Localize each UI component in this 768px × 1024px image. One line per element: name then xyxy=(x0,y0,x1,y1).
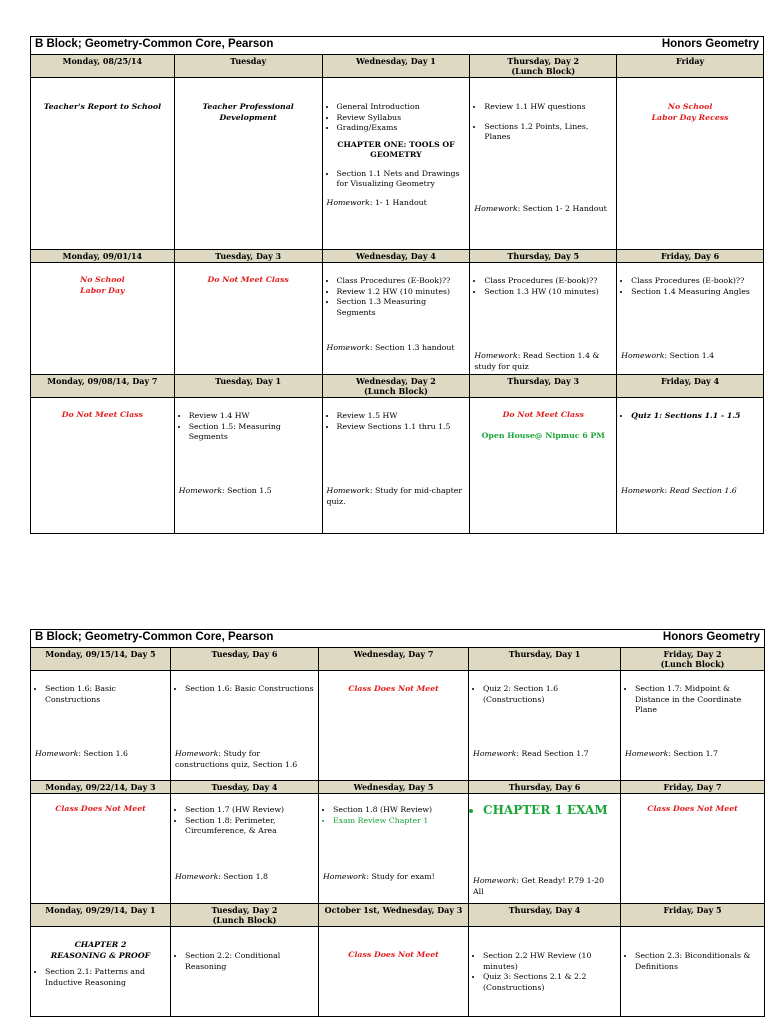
list-item: • Review 1.1 HW questions xyxy=(484,102,612,113)
homework-text: Section 1.6 xyxy=(83,749,128,758)
week-header-row xyxy=(31,55,764,78)
day-cell xyxy=(322,263,470,375)
day-cell xyxy=(469,927,621,1017)
day-header: Tuesday, Day 2 (Lunch Block) xyxy=(171,904,319,927)
homework-text: Read Section 1.4 & study for quiz xyxy=(474,351,600,371)
bullet-list xyxy=(327,169,466,190)
list-item: • Section 1.4 Measuring Angles xyxy=(631,287,759,298)
day-cell xyxy=(319,794,469,904)
day-cell xyxy=(470,398,617,534)
day-header: Wednesday, Day 2 (Lunch Block) xyxy=(322,375,470,398)
homework-text: Study for mid-chapter quiz. xyxy=(326,486,463,506)
list-item: • Quiz 3: Sections 2.1 & 2.2 (Constructions) xyxy=(483,972,616,993)
day-cell xyxy=(171,794,319,904)
list-item: • Quiz 2: Section 1.6 (Constructions) xyxy=(483,684,616,705)
homework: Homework: Section 1.6 xyxy=(35,749,128,758)
list-item: • Section 1.7 (HW Review) xyxy=(185,805,314,816)
homework-text: Section 1.5 xyxy=(227,486,272,495)
day-header: October 1st, Wednesday, Day 3 xyxy=(319,904,469,927)
homework-text: Get Ready! P.79 1-20 All xyxy=(473,876,605,896)
homework: Homework: Read Section 1.7 xyxy=(473,749,589,758)
week-header-row xyxy=(31,648,765,671)
homework-label: Homework xyxy=(323,872,367,881)
bullet-list xyxy=(35,967,166,988)
homework-text: Read Section 1.7 xyxy=(521,749,589,758)
homework-text: Section 1- 2 Handout xyxy=(522,204,607,213)
cell-text: Labor Day Recess xyxy=(651,112,729,122)
bullet-list xyxy=(473,951,616,993)
day-cell xyxy=(31,927,171,1017)
homework-label: Homework xyxy=(473,876,517,885)
homework-label: Homework xyxy=(474,351,518,360)
day-header: Monday, 08/25/14 xyxy=(31,55,175,78)
course-name: Honors Geometry xyxy=(469,630,765,648)
list-item: • Section 2.2 HW Review (10 minutes) xyxy=(483,951,616,972)
day-cell xyxy=(319,927,469,1017)
homework: Homework: Study for constructions quiz, Section 1.6 xyxy=(175,749,298,769)
list-item: • Section 1.8 (HW Review) xyxy=(333,805,464,816)
homework-label: Homework xyxy=(175,749,219,758)
homework-label: Homework xyxy=(625,749,669,758)
bullet-list xyxy=(175,805,314,837)
day-cell xyxy=(31,671,171,781)
heading-line: REASONING & PROOF xyxy=(50,950,151,960)
chapter-heading xyxy=(327,140,466,161)
homework: Homework: Study for exam! xyxy=(323,872,435,881)
bullet-list xyxy=(474,276,612,297)
homework-label: Homework xyxy=(474,204,518,213)
list-item: • Review 1.4 HW xyxy=(189,411,318,422)
week-header-row xyxy=(31,904,765,927)
homework-text: Study for constructions quiz, Section 1.6 xyxy=(175,749,298,769)
day-header: Friday xyxy=(617,55,764,78)
homework: Homework: Read Section 1.6 xyxy=(621,486,737,495)
day-header: Friday, Day 5 xyxy=(621,904,765,927)
homework-label: Homework xyxy=(178,486,223,495)
bullet-list xyxy=(474,102,612,113)
homework-text: Read Section 1.6 xyxy=(669,486,737,495)
heading-line: CHAPTER ONE: TOOLS OF xyxy=(337,139,455,149)
day-cell xyxy=(470,263,617,375)
day-cell xyxy=(171,927,319,1017)
bullet-list xyxy=(179,411,318,443)
list-item: • Review 1.2 HW (10 minutes) xyxy=(337,287,466,298)
bullet-list xyxy=(327,411,466,432)
list-item: • Section 1.6: Basic Constructions xyxy=(185,684,314,695)
homework: Homework: Section 1.4 xyxy=(621,351,715,360)
course-name: Honors Geometry xyxy=(470,37,764,55)
day-header: Thursday, Day 4 xyxy=(469,904,621,927)
list-item: • Section 1.5: Measuring Segments xyxy=(189,422,318,443)
day-header: Monday, 09/01/14 xyxy=(31,250,175,263)
day-cell xyxy=(31,794,171,904)
day-header: Friday, Day 2 (Lunch Block) xyxy=(621,648,765,671)
day-header: Monday, 09/22/14, Day 3 xyxy=(31,781,171,794)
day-cell xyxy=(617,398,764,534)
day-header: Friday, Day 7 xyxy=(621,781,765,794)
exam-label: • CHAPTER 1 EXAM xyxy=(483,805,616,816)
day-cell xyxy=(31,398,175,534)
bullet-list xyxy=(175,951,314,972)
day-header: Tuesday xyxy=(174,55,322,78)
open-house-note: Open House@ Nipmuc 6 PM xyxy=(481,430,605,440)
list-item: • Sections 1.2 Points, Lines, Planes xyxy=(484,122,612,143)
bullet-list xyxy=(625,951,760,972)
homework: Homework: Read Section 1.4 & study for quiz xyxy=(474,351,600,371)
homework: Homework: Get Ready! P.79 1-20 All xyxy=(473,876,605,896)
list-item: • Grading/Exams xyxy=(337,123,466,134)
cell-text: Class Does Not Meet xyxy=(348,950,439,959)
day-header: Tuesday, Day 6 xyxy=(171,648,319,671)
bullet-list xyxy=(35,684,166,705)
day-cell xyxy=(469,794,621,904)
day-header: Monday, 09/29/14, Day 1 xyxy=(31,904,171,927)
cell-text: Labor Day xyxy=(80,285,125,295)
bullet-list xyxy=(327,276,466,318)
day-header: Thursday, Day 2 (Lunch Block) xyxy=(470,55,617,78)
day-cell xyxy=(322,398,470,534)
list-item: • Review 1.5 HW xyxy=(337,411,466,422)
day-header: Monday, 09/15/14, Day 5 xyxy=(31,648,171,671)
day-cell xyxy=(174,78,322,250)
day-header: Tuesday, Day 3 xyxy=(174,250,322,263)
bullet-list xyxy=(621,411,759,422)
list-item: • Exam Review Chapter 1 xyxy=(333,816,464,827)
homework-text: Section 1.4 xyxy=(669,351,715,360)
day-cell xyxy=(621,794,765,904)
homework-text: Section 1.3 handout xyxy=(374,343,455,352)
homework-text: Section 1.8 xyxy=(223,872,268,881)
day-header: Thursday, Day 1 xyxy=(469,648,621,671)
day-header: Wednesday, Day 7 xyxy=(319,648,469,671)
list-item: • Class Procedures (E-Book)?? xyxy=(337,276,466,287)
week-header-row xyxy=(31,375,764,398)
bullet-list xyxy=(175,684,314,695)
day-header: Thursday, Day 5 xyxy=(470,250,617,263)
day-cell xyxy=(319,671,469,781)
day-header: Wednesday, Day 4 xyxy=(322,250,470,263)
homework: Homework: Section 1.5 xyxy=(178,486,272,495)
cell-text: Class Does Not Meet xyxy=(647,804,738,813)
day-header: Tuesday, Day 1 xyxy=(174,375,322,398)
homework: Homework: Section 1.8 xyxy=(175,872,268,881)
homework-label: Homework xyxy=(326,197,370,207)
week-row xyxy=(31,263,764,375)
day-header: Thursday, Day 6 xyxy=(469,781,621,794)
day-cell xyxy=(174,263,322,375)
day-cell xyxy=(174,398,322,534)
cell-text: Do Not Meet Class xyxy=(502,410,584,419)
list-item: • General Introduction xyxy=(337,102,466,113)
schedule-table-2 xyxy=(30,629,765,1017)
cell-text: Class Does Not Meet xyxy=(348,684,439,693)
week-row xyxy=(31,927,765,1017)
day-cell xyxy=(31,78,175,250)
cell-text: Do Not Meet Class xyxy=(207,275,289,284)
cell-text: No School xyxy=(80,275,125,284)
homework-label: Homework xyxy=(621,486,665,495)
day-cell xyxy=(31,263,175,375)
day-header: Tuesday, Day 4 xyxy=(171,781,319,794)
list-item: • Section 1.6: Basic Constructions xyxy=(45,684,166,705)
week-row xyxy=(31,671,765,781)
list-item: • Class Procedures (E-book)?? xyxy=(631,276,759,287)
homework-label: Homework xyxy=(473,749,517,758)
heading-line: GEOMETRY xyxy=(370,150,422,159)
homework-label: Homework xyxy=(35,749,79,758)
homework-label: Homework xyxy=(621,351,665,360)
homework: Homework: Section 1- 2 Handout xyxy=(474,204,607,213)
day-cell xyxy=(469,671,621,781)
day-cell xyxy=(621,927,765,1017)
day-cell xyxy=(171,671,319,781)
week-header-row xyxy=(31,250,764,263)
homework-label: Homework xyxy=(175,872,219,881)
homework: Homework: Study for mid-chapter quiz. xyxy=(326,486,463,506)
day-cell xyxy=(621,671,765,781)
homework-label: Homework xyxy=(326,486,370,495)
chapter-heading xyxy=(35,940,166,961)
homework-text: Section 1.7 xyxy=(673,749,718,758)
day-header: Friday, Day 6 xyxy=(617,250,764,263)
homework-text: Study for exam! xyxy=(371,872,435,881)
bullet-list xyxy=(621,276,759,297)
table-title: B Block; Geometry-Common Core, Pearson xyxy=(31,630,469,648)
bullet-list xyxy=(327,102,466,134)
bullet-list xyxy=(473,805,616,816)
week-row xyxy=(31,794,765,904)
list-item: • Section 2.1: Patterns and Inductive Reasoning xyxy=(45,967,166,988)
homework-label: Homework xyxy=(326,343,370,352)
day-header: Wednesday, Day 1 xyxy=(322,55,470,78)
list-item: • Section 2.3: Biconditionals & Definitions xyxy=(635,951,760,972)
week-row xyxy=(31,398,764,534)
homework: Homework: Section 1.3 handout xyxy=(326,343,455,352)
bullet-list xyxy=(323,805,464,826)
list-item: • Section 1.8: Perimeter, Circumference, & Area xyxy=(185,816,314,837)
bullet-list xyxy=(473,684,616,705)
week-row xyxy=(31,78,764,250)
cell-text: No School xyxy=(667,102,713,111)
cell-text: Do Not Meet Class xyxy=(61,410,143,419)
cell-text: Development xyxy=(219,112,277,122)
homework: Homework: 1- 1 Handout xyxy=(326,197,427,207)
list-item: • Section 1.1 Nets and Drawings for Visualizing Geometry xyxy=(337,169,466,190)
homework-text: 1- 1 Handout xyxy=(374,197,427,207)
schedule-table-1 xyxy=(30,36,764,534)
week-header-row xyxy=(31,781,765,794)
homework: Homework: Section 1.7 xyxy=(625,749,718,758)
day-header: Friday, Day 4 xyxy=(617,375,764,398)
cell-text: Teacher's Report to School xyxy=(43,102,162,111)
day-cell xyxy=(470,78,617,250)
cell-text: Class Does Not Meet xyxy=(55,804,146,813)
list-item: • Section 1.3 HW (10 minutes) xyxy=(484,287,612,298)
day-header: Thursday, Day 3 xyxy=(470,375,617,398)
list-item: • Class Procedures (E-book)?? xyxy=(484,276,612,287)
list-item: • Quiz 1: Sections 1.1 - 1.5 xyxy=(631,411,759,422)
table-title: B Block; Geometry-Common Core, Pearson xyxy=(31,37,470,55)
day-header: Wednesday, Day 5 xyxy=(319,781,469,794)
day-cell xyxy=(617,78,764,250)
cell-text: Teacher Professional xyxy=(202,102,294,111)
list-item: • Section 1.3 Measuring Segments xyxy=(337,297,466,318)
list-item: • Review Sections 1.1 thru 1.5 xyxy=(337,422,466,433)
day-header: Monday, 09/08/14, Day 7 xyxy=(31,375,175,398)
list-item: • Section 1.7: Midpoint & Distance in the Coordinate Plane xyxy=(635,684,760,716)
bullet-list xyxy=(625,684,760,716)
day-cell xyxy=(617,263,764,375)
bullet-list xyxy=(474,122,612,143)
heading-line: CHAPTER 2 xyxy=(74,940,127,949)
day-cell xyxy=(322,78,470,250)
list-item: • Review Syllabus xyxy=(337,113,466,124)
list-item: • Section 2.2: Conditional Reasoning xyxy=(185,951,314,972)
